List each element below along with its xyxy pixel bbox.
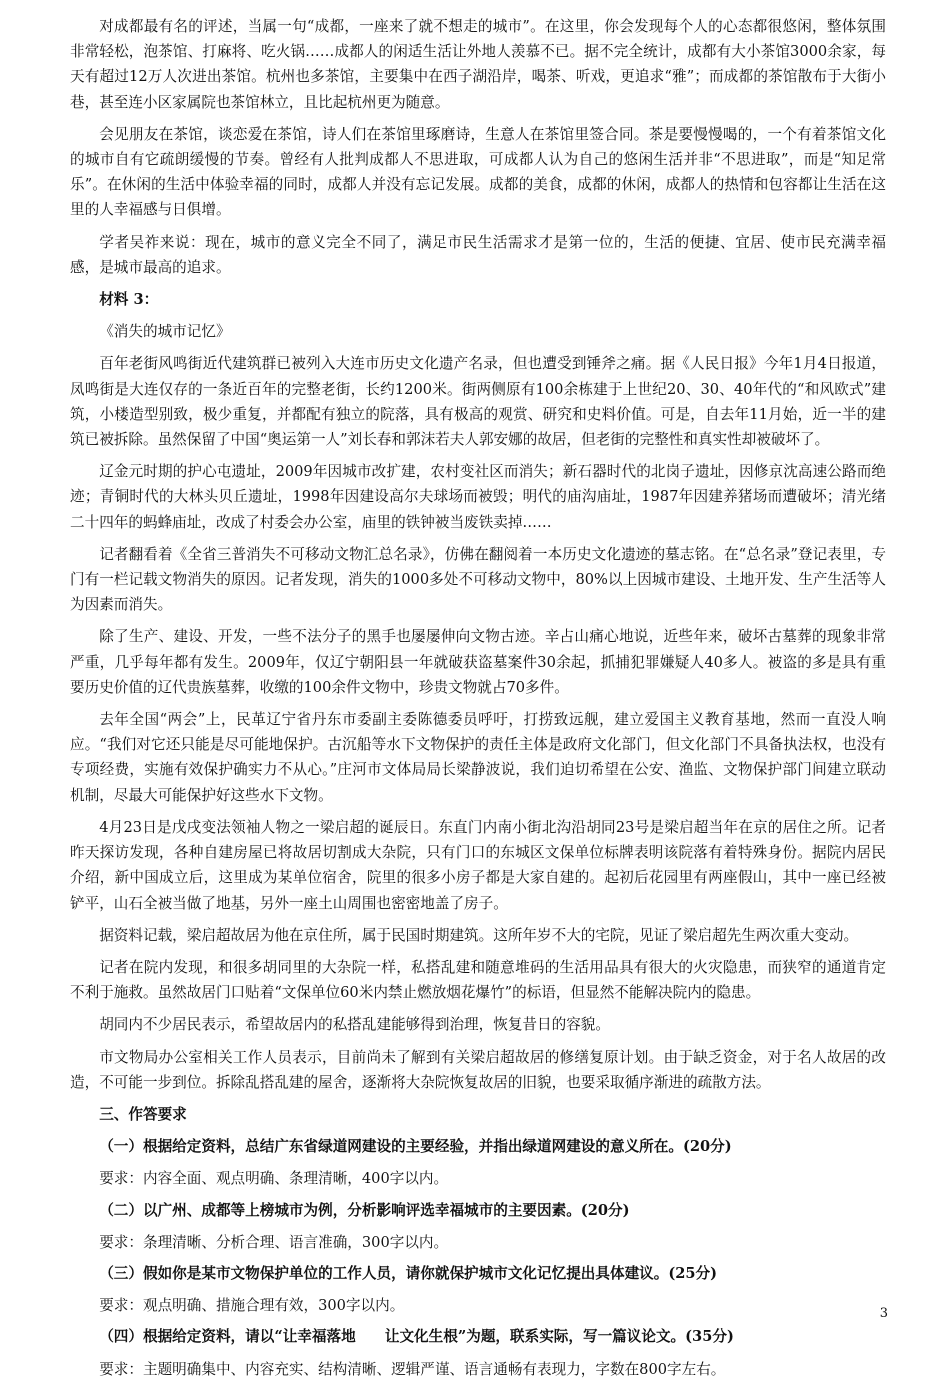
paragraph: 4月23日是戊戌变法领袖人物之一梁启超的诞辰日。东直门内南小街北沟沿胡同23号是梁启超当年在京的居住之所。记者昨天探访发现，各种自建房屋已将故居切割成大杂院，只有门口的东城区文保单位标牌表明该院落有着特殊身份。据院内居民介绍，新中国成立后，这里成为某单位宿舍，院里的很多小房子都是大家自建的。起初后花园里有两座假山，其中一座已经被铲平，山石全被当做了地基，另外一座土山周围也密密地盖了房子。 [70, 818, 886, 912]
paragraph: 去年全国“两会”上，民革辽宁省丹东市委副主委陈德委员呼吁，打捞致远舰，建立爱国主义教育基地，然而一直没人响应。“我们对它还只能是尽可能地保护。古沉船等水下文物保护的责任主体是政府文化部门，但文化部门不具备执法权，也没有专项经费，实施有效保护确实力不从心。”庄河市文体局局长梁静波说，我们迫切希望在公安、渔监、文物保护部门间建立联动机制，尽最大可能保护好这些水下文物。 [70, 711, 886, 804]
task-requirement: 要求：主题明确集中、内容充实、结构清晰、逻辑严谨、语言通畅有表现力，字数在800字左右。 [99, 1360, 726, 1378]
paragraph: 市文物局办公室相关工作人员表示，目前尚未了解到有关梁启超故居的修缮复原计划。由于缺乏资金，对于名人故居的改造，不可能一步到位。拆除乱搭乱建的屋舍，逐渐将大杂院恢复故居的旧貌，也要采取循序渐进的疏散方法。 [70, 1048, 886, 1091]
paragraph: 对成都最有名的评述，当属一句“成都，一座来了就不想走的城市”。在这里，你会发现每个人的心态都很悠闲，整体氛围非常轻松，泡茶馆、打麻将、吃火锅……成都人的闲适生活让外地人羡慕不已。据不完全统计，成都有大小茶馆3000余家，每天有超过12万人次进出茶馆。杭州也多茶馆，主要集中在西子湖沿岸，喝茶、听戏，更追求“雅”；而成都的茶馆散布于大街小巷，甚至连小区家属院也茶馆林立，且比起杭州更为随意。 [70, 18, 886, 111]
document-page [70, 14, 886, 1388]
task-question: （一）根据给定资料，总结广东省绿道网建设的主要经验，并指出绿道网建设的意义所在。(20分) [99, 1138, 732, 1156]
task-requirement: 要求：观点明确、措施合理有效，300字以内。 [99, 1297, 405, 1315]
paragraph: 据资料记载，梁启超故居为他在京住所，属于民国时期建筑。这所年岁不大的宅院，见证了梁启超先生两次重大变动。 [99, 926, 859, 944]
paragraph: 记者翻看着《全省三普消失不可移动文物汇总名录》，仿佛在翻阅着一本历史文化遗迹的墓志铭。在“总名录”登记表里，专门有一栏记载文物消失的原因。记者发现，消失的1000多处不可移动文物中，80%以上因城市建设、土地开发、生产生活等人为因素而消失。 [70, 545, 886, 614]
material-label: 材料 3： [99, 291, 159, 309]
task-question: （四）根据给定资料，请以“让幸福落地 让文化生根”为题，联系实际，写一篇议论文。(35分) [99, 1328, 734, 1346]
paragraph: 会见朋友在茶馆，谈恋爱在茶馆，诗人们在茶馆里琢磨诗，生意人在茶馆里签合同。茶是要慢慢喝的，一个有着茶馆文化的城市自有它疏朗缓慢的节奏。曾经有人批判成都人不思进取，可成都人认为自己的悠闲生活并非“不思进取”，而是“知足常乐”。在休闲的生活中体验幸福的同时，成都人并没有忘记发展。成都的美食，成都的休闲，成都人的热情和包容都让生活在这里的人幸福感与日俱增。 [70, 125, 886, 219]
paragraph: 除了生产、建设、开发，一些不法分子的黑手也屡屡伸向文物古迹。辛占山痛心地说，近些年来，破坏古墓葬的现象非常严重，几乎每年都有发生。2009年，仅辽宁朝阳县一年就破获盗墓案件30余起，抓捕犯罪嫌疑人40多人。被盗的多是具有重要历史价值的辽代贵族墓葬，收缴的100余件文物中，珍贵文物就占70多件。 [70, 628, 886, 696]
section-title: 三、作答要求 [99, 1105, 187, 1123]
page-number: 3 [879, 1306, 888, 1321]
paragraph: 胡同内不少居民表示，希望故居内的私搭乱建能够得到治理，恢复昔日的容貌。 [99, 1016, 610, 1034]
paragraph: 百年老街风鸣街近代建筑群已被列入大连市历史文化遗产名录，但也遭受到锤斧之痛。据《人民日报》今年1月4日报道，凤鸣街是大连仅存的一条近百年的完整老街，长约1200米。街两侧原有100余栋建于上世纪20、30、40年代的“和风欧式”建筑，小楼造型别致，极少重复，并都配有独立的院落，具有极高的观赏、研究和史料价值。可是，自去年11月始，近一半的建筑已被拆除。虽然保留了中国“奥运第一人”刘长春和郭沫若夫人郭安娜的故居，但老街的完整性和真实性却被破坏了。 [70, 355, 886, 449]
paragraph: 学者吴祚来说：现在，城市的意义完全不同了，满足市民生活需求才是第一位的，生活的便捷、宜居、使市民充满幸福感，是城市最高的追求。 [70, 233, 886, 276]
paragraph: 辽金元时期的护心屯遗址，2009年因城市改扩建，农村变社区而消失；新石器时代的北岗子遗址，因修京沈高速公路而绝迹；青铜时代的大林头贝丘遗址，1998年因建设高尔夫球场而被毁；明代的庙沟庙址，1987年因建养猪场而遭破坏；清光绪二十四年的蚂蜂庙址，改成了村委会办公室，庙里的铁钟被当废铁卖掉…… [70, 463, 886, 531]
task-requirement: 要求：内容全面、观点明确、条理清晰，400字以内。 [99, 1170, 449, 1188]
task-question: （二）以广州、成都等上榜城市为例，分析影响评选幸福城市的主要因素。(20分) [99, 1201, 630, 1219]
paragraph: 记者在院内发现，和很多胡同里的大杂院一样，私搭乱建和随意堆码的生活用品具有很大的火灾隐患，而狭窄的通道肯定不利于施救。虽然故居门口贴着“文保单位60米内禁止燃放烟花爆竹”的标语，但显然不能解决院内的隐患。 [70, 958, 886, 1002]
material-title: 《消失的城市记忆》 [99, 323, 231, 341]
task-question: （三）假如你是某市文物保护单位的工作人员，请你就保护城市文化记忆提出具体建议。(25分) [99, 1264, 718, 1282]
task-requirement: 要求：条理清晰、分析合理、语言准确，300字以内。 [99, 1233, 449, 1251]
